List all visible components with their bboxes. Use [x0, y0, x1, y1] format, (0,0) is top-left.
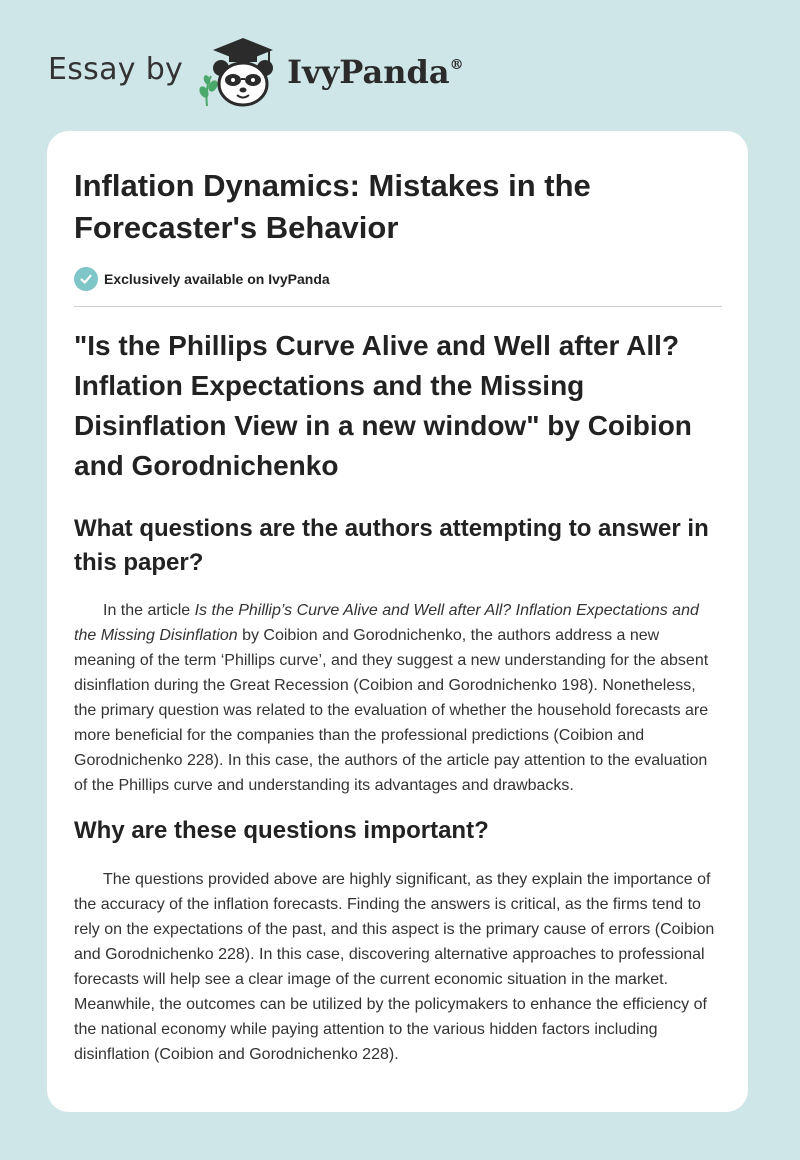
brand-name[interactable] [287, 53, 463, 91]
section-paragraph-questions [74, 598, 722, 798]
page-title: Inflation Dynamics: Mistakes in the Forecaster's Behavior [74, 168, 591, 245]
essay-card [47, 131, 748, 1112]
exclusive-badge [74, 267, 722, 291]
article-title-italic: Is the Phillip’s Curve Alive and Well after All? Inflation Expectations and the Missing Disinflation [74, 602, 699, 644]
section-paragraph-importance: The questions provided above are highly significant, as they explain the importance of the accuracy of the inflation forecasts. Finding the answers is critical, as the firms tend to rely on the expectations of the past, and this aspect is the primary cause of errors (Coibion and Gorodnichenko 228). In this case, discovering alternative approaches to professional forecasts will help see a clear image of the current economic situation in the market. Meanwhile, the outcomes can be utilized by the policymakers to enhance the efficiency of the national economy while paying attention to the various hidden factors including disinflation (Coibion and Gorodnichenko 228). [74, 871, 715, 1063]
essay-by-label: Essay by [48, 51, 184, 87]
section-heading-questions: What questions are the authors attempting to answer in this paper? [74, 515, 709, 576]
source-heading: "Is the Phillips Curve Alive and Well after All? Inflation Expectations and the Missing Disinflation View in a new window" by Coibion and Gorodnichenko [74, 330, 692, 481]
registered-mark: ® [449, 57, 464, 73]
panda-logo-icon[interactable] [195, 36, 281, 108]
divider [74, 306, 722, 307]
site-header [48, 36, 464, 108]
exclusive-label: Exclusively available on IvyPanda [104, 271, 330, 287]
check-icon [74, 267, 98, 291]
paragraph-rest: by Coibion and Gorodnichenko, the authors address a new meaning of the term ‘Phillips curve’, and they suggest a new understanding for the absent disinflation during the Great Recession (Coibion and Gorodnichenko 198). Nonetheless, the primary question was related to the evaluation of whether the household forecasts are more beneficial for the companies than the professional predictions (Coibion and Gorodnichenko 228). In this case, the authors of the article pay attention to the evaluation of the Phillips curve and understanding its advantages and drawbacks. [74, 627, 709, 794]
section-heading-importance: Why are these questions important? [74, 817, 489, 844]
paragraph-lead: In the article [103, 602, 195, 619]
brand-text: IvyPanda [287, 53, 450, 91]
